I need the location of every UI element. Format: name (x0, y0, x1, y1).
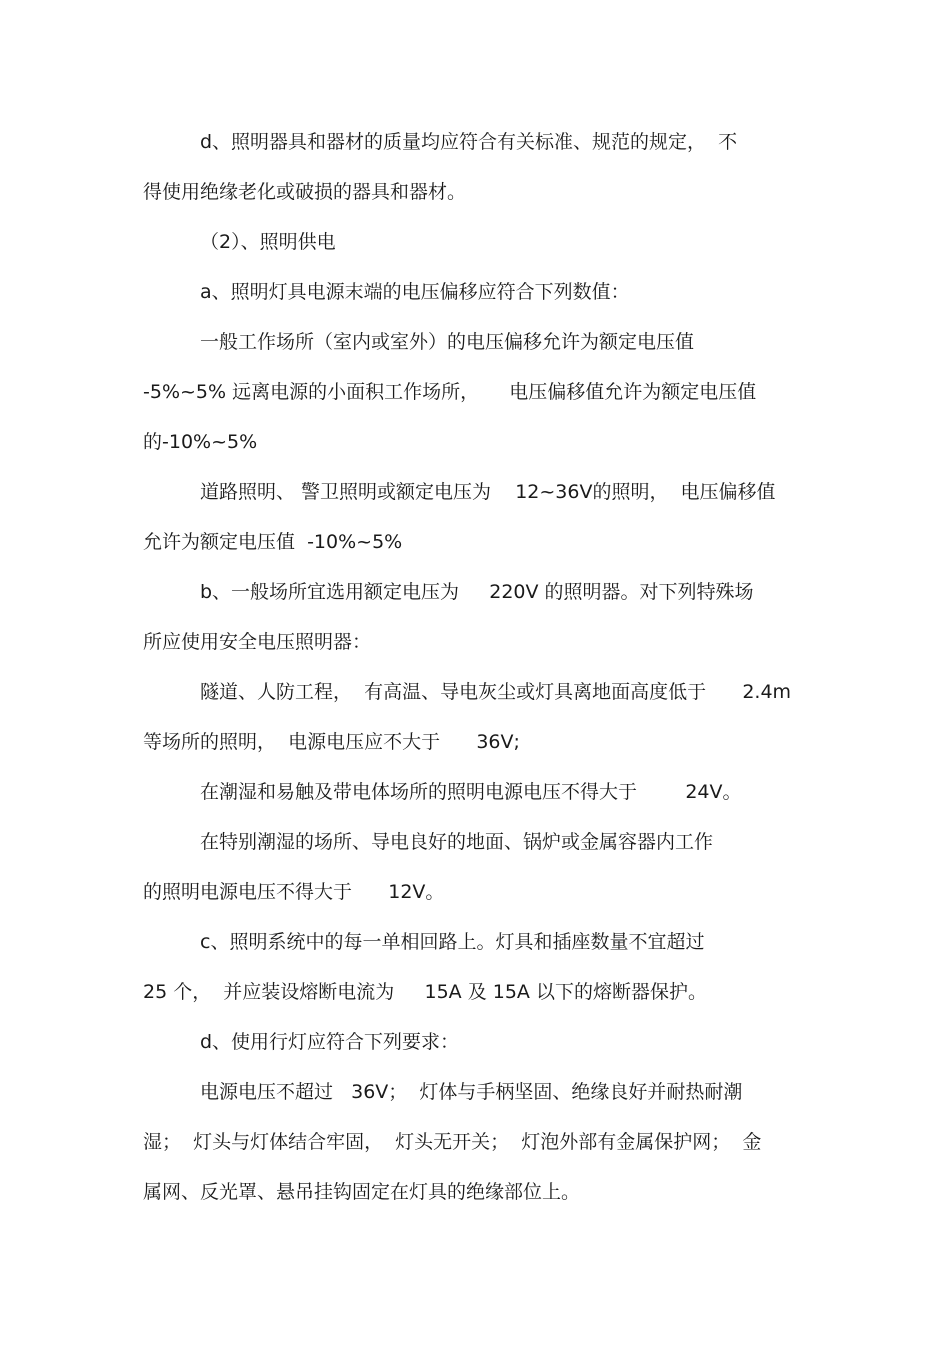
text-line: 湿； 灯头与灯体结合牢固， 灯头无开关； 灯泡外部有金属保护网； 金 (143, 1131, 762, 1153)
text-line: 属网、反光罩、悬吊挂钩固定在灯具的绝缘部位上。 (143, 1181, 581, 1203)
text-line: 电源电压不超过 36V； 灯体与手柄坚固、绝缘良好并耐热耐潮 (200, 1081, 743, 1103)
text-line: 隧道、人防工程， 有高温、导电灰尘或灯具离地面高度低于 2.4m (200, 681, 792, 703)
text-line: 在特别潮湿的场所、导电良好的地面、锅炉或金属容器内工作 (200, 831, 714, 853)
section-heading: （2）、照明供电 (200, 231, 336, 253)
text-line: 一般工作场所（室内或室外）的电压偏移允许为额定电压值 (200, 331, 695, 353)
text-line: 所应使用安全电压照明器： (143, 631, 372, 653)
text-line: 允许为额定电压值 -10%~5% (143, 531, 403, 553)
text-line: 25 个， 并应装设熔断电流为 15A 及 15A 以下的熔断器保护。 (143, 981, 707, 1003)
text-line: c、照明系统中的每一单相回路上。灯具和插座数量不宜超过 (200, 931, 705, 953)
text-line: 在潮湿和易触及带电体场所的照明电源电压不得大于 24V。 (200, 781, 742, 803)
text-line: -5%~5% 远离电源的小面积工作场所， 电压偏移值允许为额定电压值 (143, 381, 757, 403)
text-line: 的-10%~5% (143, 431, 258, 453)
text-line: b、一般场所宜选用额定电压为 220V 的照明器。对下列特殊场 (200, 581, 754, 603)
text-line: 道路照明、 警卫照明或额定电压为 12~36V的照明， 电压偏移值 (200, 481, 776, 503)
text-line: 的照明电源电压不得大于 12V。 (143, 881, 445, 903)
text-line: 得使用绝缘老化或破损的器具和器材。 (143, 181, 467, 203)
text-line: 等场所的照明， 电源电压应不大于 36V; (143, 731, 520, 753)
text-line: d、照明器具和器材的质量均应符合有关标准、规范的规定， 不 (200, 131, 738, 153)
text-line: a、照明灯具电源末端的电压偏移应符合下列数值： (200, 281, 630, 303)
text-line: d、使用行灯应符合下列要求： (200, 1031, 460, 1053)
